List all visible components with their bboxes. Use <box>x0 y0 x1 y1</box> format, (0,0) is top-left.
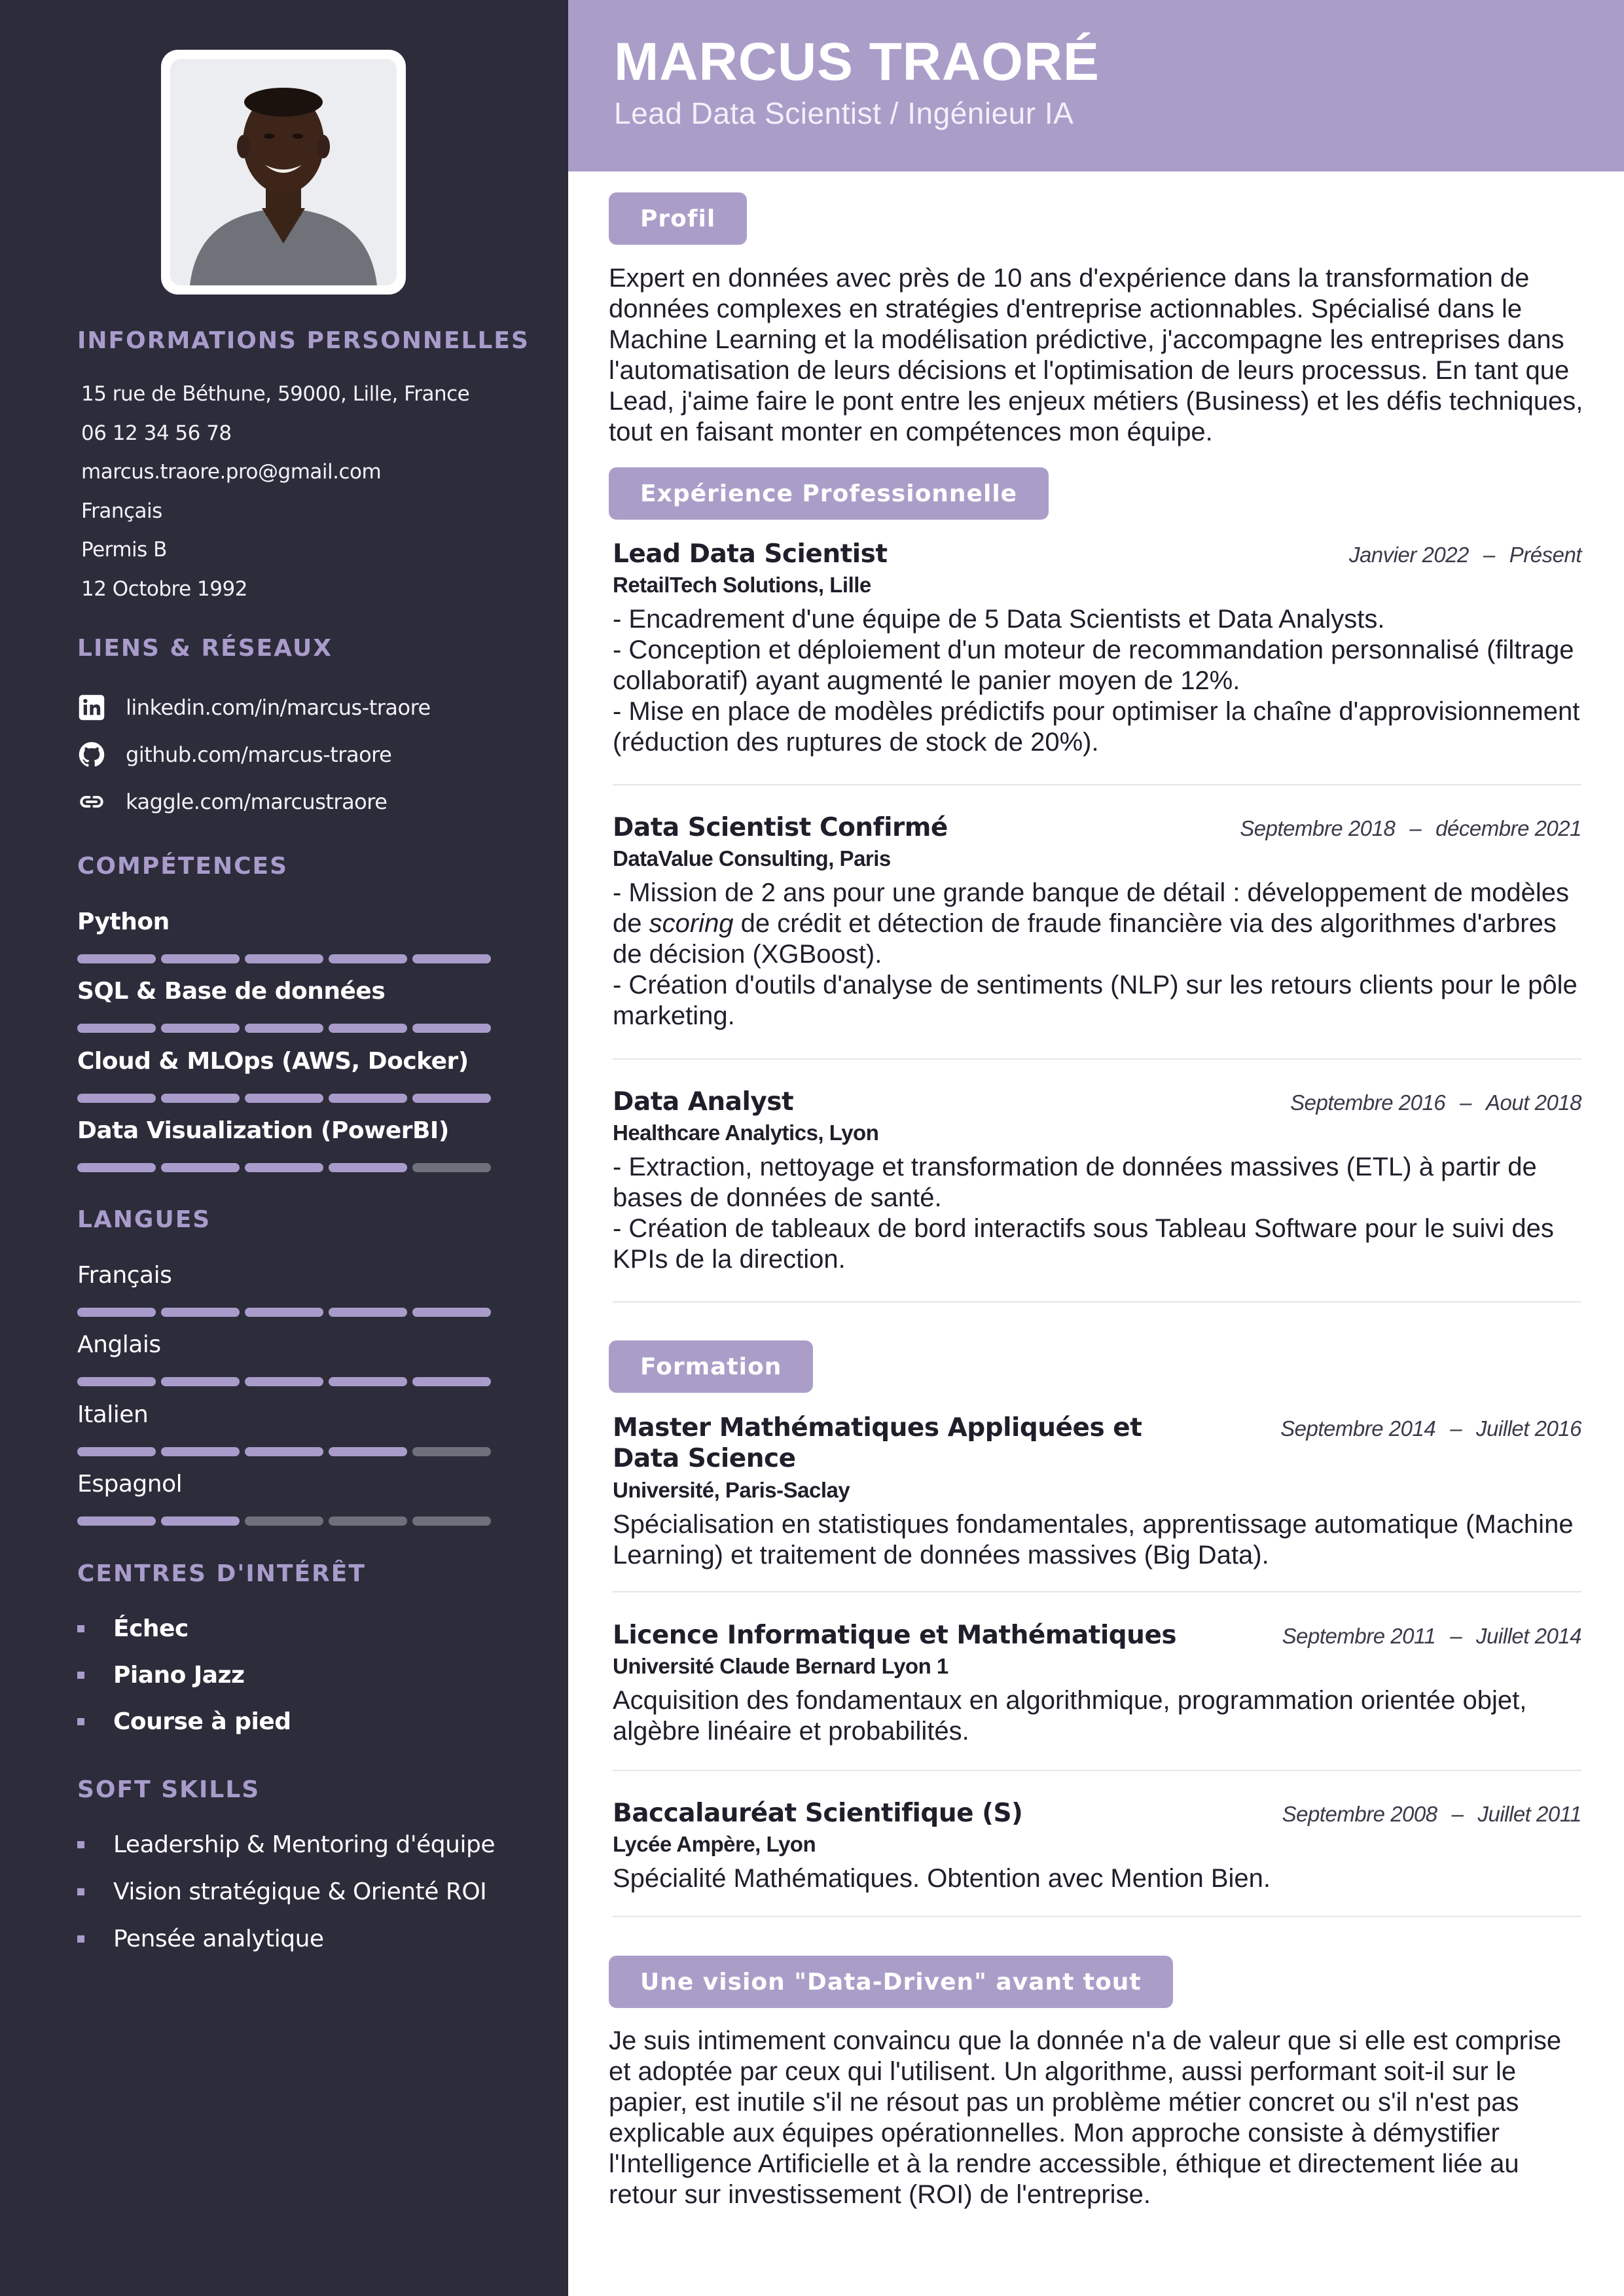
interest-label: Course à pied <box>113 1708 291 1735</box>
address: 15 rue de Béthune, 59000, Lille, France <box>81 382 470 406</box>
skill-level-bar <box>77 1163 491 1172</box>
degree-description: Spécialisation en statistiques fondamentales, apprentissage automatique (Machine Learning) et traitement de données massives (Big Data). <box>613 1510 1574 1570</box>
level-segment <box>329 1516 407 1526</box>
level-segment <box>329 1163 407 1172</box>
level-segment <box>245 1516 323 1526</box>
profile-photo-frame <box>161 50 406 295</box>
vision-text: Je suis intimement convaincu que la donnée n'a de valeur que si elle est comprise et adoptée par ceux qui l'utilisent. Un algorithme, aussi performant soit-il sur le papier, est inutile s'il ne résout pas un problème métier concret ou s'il n'est pas explicable aux équipes opérationnelles. Mon approche consiste à démystifier l'Intelligence Artificielle et à la rendre accessible, éthique et directement liée au retour sur investissement (ROI) de l'entreprise. <box>609 2026 1562 2209</box>
job-description: - Mission de 2 ans pour une grande banque de détail : développement de modèles de scoring de crédit et détection de fraude financière via des algorithmes d'arbres de décision (XGBoost). - Création d'outils d'analyse de sentiments (NLP) sur les retours clients pour le pôle marketing. <box>613 878 1578 1030</box>
header-banner <box>568 0 1624 171</box>
company: RetailTech Solutions, Lille <box>613 573 871 597</box>
level-segment <box>77 1447 156 1456</box>
link-kaggle[interactable] <box>77 787 387 817</box>
language-espagnol <box>77 1471 491 1526</box>
github-icon <box>77 740 106 769</box>
job-title: Data Analyst <box>613 1087 794 1117</box>
skills-title: COMPÉTENCES <box>77 853 289 880</box>
soft-skill-item <box>77 1878 486 1905</box>
education-entry <box>613 1799 1581 1894</box>
school: Lycée Ampère, Lyon <box>613 1832 816 1856</box>
soft-skills-title: SOFT SKILLS <box>77 1776 261 1803</box>
linkedin-text: linkedin.com/in/marcus-traore <box>126 695 431 720</box>
skill-dataviz <box>77 1117 491 1172</box>
interest-label: Échec <box>113 1615 189 1642</box>
job-title: Lead Data Scientist <box>613 539 888 569</box>
experience-entry <box>613 1087 1581 1275</box>
level-segment <box>412 1308 491 1317</box>
soft-skill-item <box>77 1926 324 1952</box>
level-segment <box>329 1024 407 1033</box>
bullet-icon <box>77 1718 84 1725</box>
level-segment <box>161 1308 240 1317</box>
birth-date: 12 Octobre 1992 <box>81 577 247 601</box>
level-segment <box>161 954 240 963</box>
language-label: Anglais <box>77 1331 161 1358</box>
kaggle-text: kaggle.com/marcustraore <box>126 789 388 814</box>
level-segment <box>329 1377 407 1386</box>
divider <box>613 1591 1581 1592</box>
skill-level-bar <box>77 1024 491 1033</box>
language-label: Espagnol <box>77 1471 183 1498</box>
level-segment <box>412 1094 491 1103</box>
candidate-role: Lead Data Scientist / Ingénieur IA <box>614 96 1074 130</box>
languages-title: LANGUES <box>77 1206 211 1233</box>
language-level-bar <box>77 1447 491 1456</box>
profile-text: Expert en données avec près de 10 ans d'expérience dans la transformation de données complexes en stratégies d'entreprise actionnables. Spécialisé dans le Machine Learning et la modélisation prédictive, j'accompagne les entreprises dans l'automatisation de leurs décisions et l'optimisation de leurs processus. En tant que Lead, j'aime faire le pont entre les enjeux métiers (Business) et les défis techniques, tout en faisant monter en compétences mon équipe. <box>609 264 1583 446</box>
job-description: - Extraction, nettoyage et transformation de données massives (ETL) à partir de bases de données de santé. - Création de tableaux de bord interactifs sous Tableau Software pour le suivi des KPIs de la direction. <box>613 1153 1554 1274</box>
school: Université, Paris-Saclay <box>613 1478 850 1502</box>
language-level-bar <box>77 1308 491 1317</box>
education-entry <box>613 1621 1581 1747</box>
company: DataValue Consulting, Paris <box>613 846 891 870</box>
job-title: Data Scientist Confirmé <box>613 813 948 842</box>
section-heading-education: Formation <box>609 1340 813 1393</box>
job-dates: Septembre 2018 – décembre 2021 <box>1240 816 1581 840</box>
level-segment <box>77 1024 156 1033</box>
level-segment <box>77 954 156 963</box>
interest-item <box>77 1615 189 1642</box>
level-segment <box>161 1447 240 1456</box>
bullet-icon <box>77 1672 84 1679</box>
nationality: Français <box>81 499 162 523</box>
interest-item <box>77 1662 245 1689</box>
experience-entry <box>613 813 1581 1031</box>
phone: 06 12 34 56 78 <box>81 422 232 445</box>
level-segment <box>329 1308 407 1317</box>
soft-skill-label: Leadership & Mentoring d'équipe <box>113 1831 495 1858</box>
skill-cloud-mlops <box>77 1048 491 1103</box>
level-segment <box>412 1377 491 1386</box>
skill-level-bar <box>77 1094 491 1103</box>
language-level-bar <box>77 1516 491 1526</box>
level-segment <box>77 1308 156 1317</box>
skill-label: SQL & Base de données <box>77 978 386 1005</box>
company: Healthcare Analytics, Lyon <box>613 1121 879 1145</box>
links-title: LIENS & RÉSEAUX <box>77 635 333 662</box>
level-segment <box>245 1163 323 1172</box>
level-segment <box>77 1163 156 1172</box>
level-segment <box>329 954 407 963</box>
bullet-icon <box>77 1625 84 1632</box>
soft-skill-label: Vision stratégique & Orienté ROI <box>113 1878 487 1905</box>
interests-title: CENTRES D'INTÉRÊT <box>77 1560 366 1587</box>
section-heading-experience: Expérience Professionnelle <box>609 467 1049 520</box>
skill-label: Data Visualization (PowerBI) <box>77 1117 449 1144</box>
link-icon <box>77 787 106 816</box>
job-description: - Encadrement d'une équipe de 5 Data Scientists et Data Analysts. - Conception et déploiement d'un moteur de recommandation personnalisé (filtrage collaboratif) ayant augmenté le panier moyen de 12%. - Mise en place de modèles prédictifs pour optimiser la chaîne d'approvisionnement (réduction des ruptures de stock de 20%). <box>613 605 1580 757</box>
language-italien <box>77 1401 491 1456</box>
level-segment <box>329 1447 407 1456</box>
level-segment <box>161 1094 240 1103</box>
language-level-bar <box>77 1377 491 1386</box>
bullet-icon <box>77 1888 84 1895</box>
level-segment <box>161 1516 240 1526</box>
level-segment <box>161 1024 240 1033</box>
level-segment <box>245 954 323 963</box>
skill-python <box>77 908 491 963</box>
language-anglais <box>77 1331 491 1386</box>
github-text: github.com/marcus-traore <box>126 742 392 767</box>
sidebar <box>0 0 568 2296</box>
personal-info-title: INFORMATIONS PERSONNELLES <box>77 327 530 354</box>
soft-skill-item <box>77 1831 495 1858</box>
skill-sql <box>77 978 491 1033</box>
education-entry <box>613 1412 1581 1571</box>
divider <box>613 1770 1581 1771</box>
level-segment <box>412 1447 491 1456</box>
level-segment <box>77 1377 156 1386</box>
level-segment <box>245 1377 323 1386</box>
level-segment <box>245 1308 323 1317</box>
level-segment <box>161 1163 240 1172</box>
driving-license: Permis B <box>81 538 167 562</box>
level-segment <box>161 1377 240 1386</box>
degree-description: Spécialité Mathématiques. Obtention avec Mention Bien. <box>613 1864 1271 1893</box>
divider <box>613 1916 1581 1917</box>
degree-dates: Septembre 2008 – Juillet 2011 <box>1282 1802 1581 1826</box>
level-segment <box>412 1163 491 1172</box>
level-segment <box>245 1094 323 1103</box>
email[interactable]: marcus.traore.pro@gmail.com <box>81 460 382 484</box>
divider <box>613 1301 1581 1302</box>
experience-entry <box>613 539 1581 758</box>
degree-title: Licence Informatique et Mathématiques <box>613 1621 1177 1650</box>
skill-label: Cloud & MLOps (AWS, Docker) <box>77 1048 469 1075</box>
linkedin-icon <box>77 693 106 722</box>
level-segment <box>245 1024 323 1033</box>
profile-photo <box>170 59 397 285</box>
level-segment <box>412 1516 491 1526</box>
divider <box>613 784 1581 785</box>
level-segment <box>412 954 491 963</box>
level-segment <box>412 1024 491 1033</box>
language-label: Italien <box>77 1401 149 1428</box>
section-heading-profile: Profil <box>609 192 747 245</box>
link-linkedin[interactable] <box>77 692 431 723</box>
degree-dates: Septembre 2011 – Juillet 2014 <box>1282 1624 1581 1648</box>
bullet-icon <box>77 1935 84 1943</box>
degree-description: Acquisition des fondamentaux en algorithmique, programmation orientée objet, algèbre linéaire et probabilités. <box>613 1686 1527 1746</box>
degree-dates: Septembre 2014 – Juillet 2016 <box>1280 1416 1581 1441</box>
bullet-icon <box>77 1841 84 1848</box>
link-github[interactable] <box>77 740 391 770</box>
skill-level-bar <box>77 954 491 963</box>
section-heading-vision: Une vision "Data-Driven" avant tout <box>609 1956 1173 2008</box>
job-dates: Janvier 2022 – Présent <box>1348 543 1581 567</box>
school: Université Claude Bernard Lyon 1 <box>613 1654 948 1678</box>
level-segment <box>329 1094 407 1103</box>
language-francais <box>77 1262 491 1317</box>
interest-label: Piano Jazz <box>113 1662 245 1689</box>
soft-skill-label: Pensée analytique <box>113 1926 324 1952</box>
candidate-name: MARCUS TRAORÉ <box>614 32 1100 92</box>
interest-item <box>77 1708 291 1735</box>
level-segment <box>77 1094 156 1103</box>
divider <box>613 1058 1581 1060</box>
degree-title: Baccalauréat Scientifique (S) <box>613 1799 1023 1828</box>
skill-label: Python <box>77 908 170 935</box>
level-segment <box>77 1516 156 1526</box>
language-label: Français <box>77 1262 172 1289</box>
level-segment <box>245 1447 323 1456</box>
job-dates: Septembre 2016 – Aout 2018 <box>1290 1090 1581 1115</box>
degree-title: Master Mathématiques Appliquées et Data Science <box>613 1413 1142 1473</box>
